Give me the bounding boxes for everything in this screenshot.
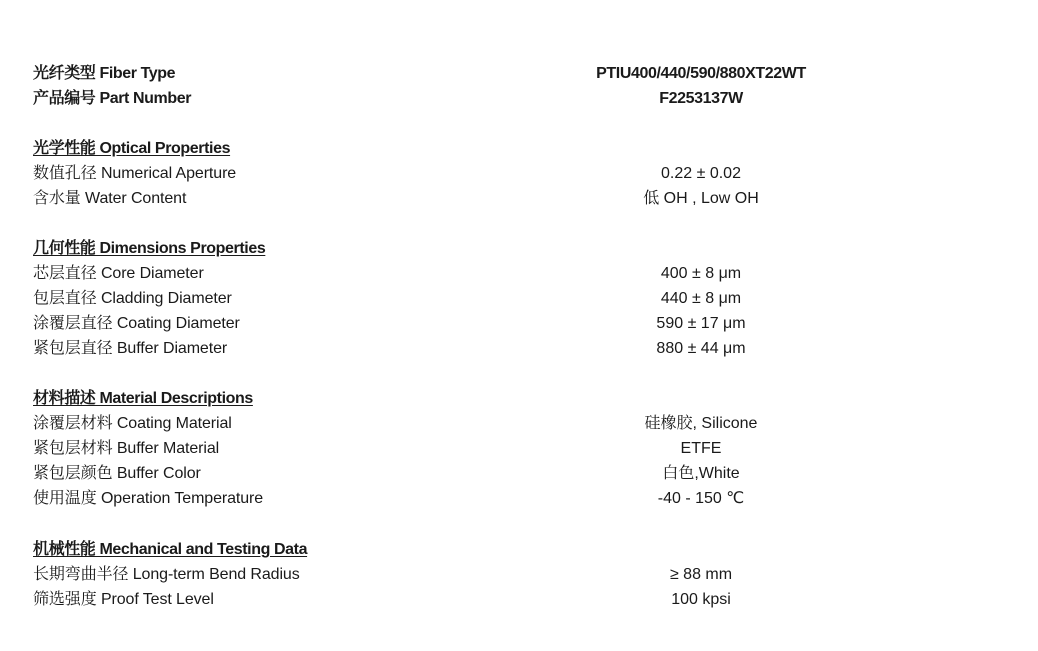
spec-row [0, 486, 1038, 511]
spec-row [0, 461, 1038, 486]
part-number-value: F2253137W [659, 90, 743, 107]
cladding-diameter-value: 440 ± 8 μm [660, 290, 742, 307]
optical-section-title: 光学性能 Optical Properties [33, 140, 231, 157]
numerical-aperture-value: 0.22 ± 0.02 [661, 165, 741, 182]
coating-diameter-value: 590 ± 17 μm [656, 315, 746, 332]
mechanical-section-title: 机械性能 Mechanical and Testing Data [33, 541, 308, 558]
spec-row [0, 311, 1038, 336]
coating-material-label: 涂覆层材料 Coating Material [33, 415, 232, 432]
proof-test-value: 100 kpsi [671, 591, 731, 608]
materials-section-header [0, 386, 1038, 411]
spec-row [0, 161, 1038, 186]
core-diameter-label: 芯层直径 Core Diameter [33, 265, 204, 282]
dimensions-section-header [0, 236, 1038, 261]
materials-section-title: 材料描述 Material Descriptions [33, 390, 253, 407]
dimensions-section-title: 几何性能 Dimensions Properties [33, 240, 266, 257]
buffer-color-label: 紧包层颜色 Buffer Color [33, 465, 201, 482]
buffer-material-value: ETFE [680, 440, 722, 457]
optical-section-header [0, 136, 1038, 161]
coating-diameter-label: 涂覆层直径 Coating Diameter [33, 315, 240, 332]
operation-temperature-label: 使用温度 Operation Temperature [33, 490, 264, 507]
spec-row [0, 286, 1038, 311]
spec-row [0, 587, 1038, 612]
buffer-material-label: 紧包层材料 Buffer Material [33, 440, 220, 457]
part-number-row [0, 86, 1038, 111]
spec-row [0, 562, 1038, 587]
numerical-aperture-label: 数值孔径 Numerical Aperture [33, 165, 237, 182]
bend-radius-label: 长期弯曲半径 Long-term Bend Radius [33, 566, 300, 583]
water-content-value: 低 OH , Low OH [643, 190, 759, 207]
bend-radius-value: ≥ 88 mm [669, 566, 733, 583]
spec-row [0, 436, 1038, 461]
spec-row [0, 261, 1038, 286]
buffer-color-value: 白色,White [662, 465, 740, 482]
core-diameter-value: 400 ± 8 μm [660, 265, 742, 282]
buffer-diameter-value: 880 ± 44 μm [656, 340, 746, 357]
coating-material-value: 硅橡胶, Silicone [644, 415, 758, 432]
operation-temperature-value: -40 - 150 ℃ [657, 490, 745, 507]
proof-test-label: 筛选强度 Proof Test Level [33, 591, 214, 608]
part-number-label: 产品编号 Part Number [33, 90, 192, 107]
spec-row [0, 411, 1038, 436]
spec-row [0, 336, 1038, 361]
mechanical-section-header [0, 537, 1038, 562]
cladding-diameter-label: 包层直径 Cladding Diameter [33, 290, 232, 307]
fiber-type-label: 光纤类型 Fiber Type [33, 65, 176, 82]
fiber-type-row [0, 61, 1038, 86]
fiber-type-value: PTIU400/440/590/880XT22WT [596, 65, 806, 82]
buffer-diameter-label: 紧包层直径 Buffer Diameter [33, 340, 228, 357]
water-content-label: 含水量 Water Content [33, 190, 187, 207]
spec-row [0, 186, 1038, 211]
